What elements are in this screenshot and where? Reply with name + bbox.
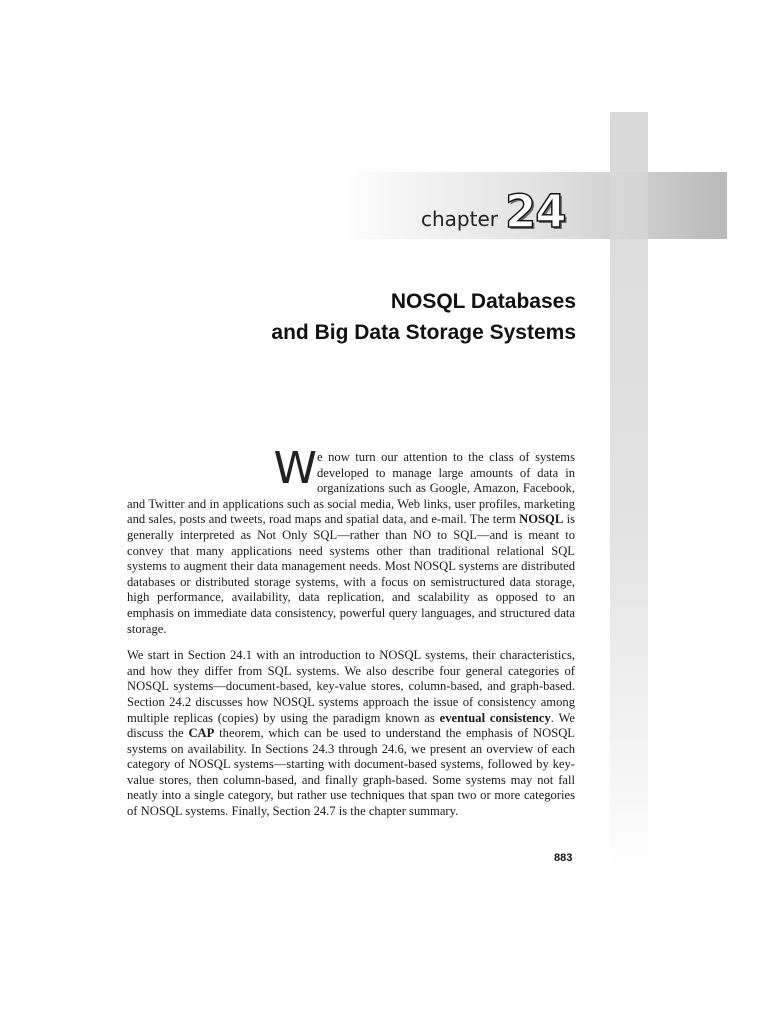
header-bar-overlap [610,172,648,239]
page-number: 883 [554,852,573,864]
paragraph-1-text-a: e now turn our attention to the class of systems developed to manage large amounts of data in organizations such as Google, Amazon, Facebook, and Twitter and in applications such as social media, Web links, user profiles, marketing and sales, posts and tweets, road maps and spatial data, and e-mail. The term [127,450,575,527]
paragraph-2-text-c: theorem, which can be used to understand the emphasis of NOSQL systems on availability. In Sections 24.3 through 24.6, we present an overview of each category of NOSQL systems—starting with document-based systems, followed by key-value stores, then column-based, and finally graph-based. Some systems may not fall neatly into a single category, but rather use techniques that span two or more categories of NOSQL systems. Finally, Section 24.7 is the chapter summary. [127,726,575,819]
dropcap-letter: W [273,443,317,494]
chapter-number: 24 [505,185,566,238]
paragraph-2-text-a: We start in Section 24.1 with an introduction to NOSQL systems, their characteristics, and how they differ from SQL systems. We also describe four general categories of NOSQL systems—document-based, key-value stores, column-based, and graph-based. Section 24.2 discusses how NOSQL systems approach the issue of consistency among multiple replicas (copies) by using the paradigm known as [127,648,575,725]
chapter-label: chapter [421,207,498,231]
dropcap-box [127,443,317,494]
chapter-title-line-1: NOSQL Databases [390,290,576,313]
term-cap: CAP [188,726,215,741]
paragraph-2-text-b: . We discuss the [127,710,575,741]
paragraph-2 [127,648,575,820]
chapter-title-line-2: and Big Data Storage Systems [271,321,576,344]
chapter-title [271,286,576,348]
term-nosql: NOSQL [519,512,564,527]
chapter-intro-text [127,443,575,820]
term-eventual-consistency: eventual consistency [439,710,551,725]
paragraph-1 [127,443,575,637]
paragraph-1-text-b: is generally interpreted as Not Only SQL—rather than NO to SQL—and is meant to convey that many applications need systems other than traditional relational SQL systems to augment their data management needs. Most NOSQL systems are distributed databases or distributed storage systems, with a focus on semistructured data storage, high performance, availability, data replication, and scalability as opposed to an emphasis on immediate data consistency, powerful query languages, and structured data storage. [127,512,575,636]
